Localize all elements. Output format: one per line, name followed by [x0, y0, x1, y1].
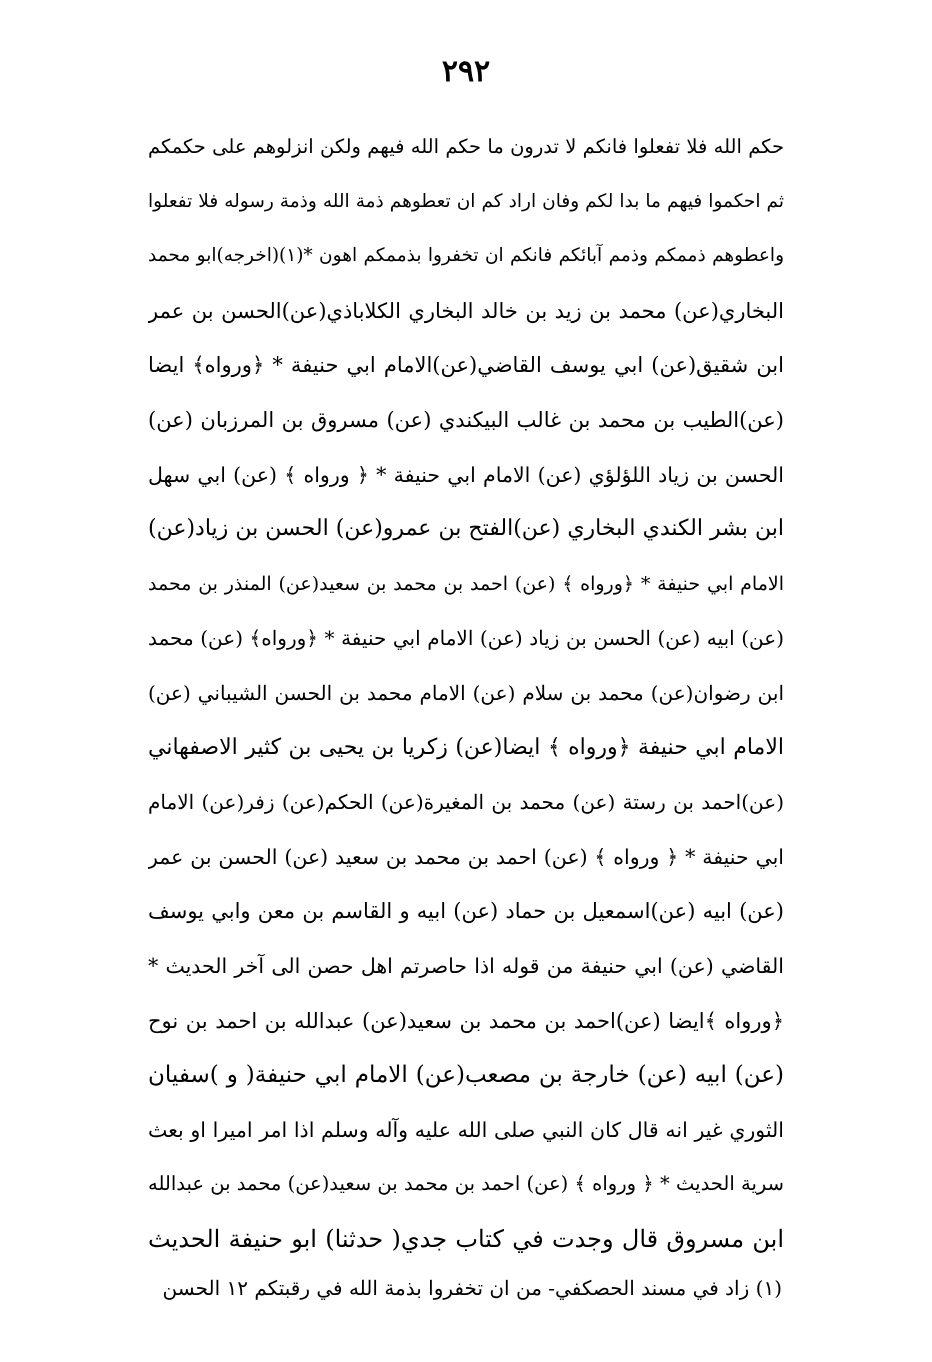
text-line-12: الامام ابي حنيفة ﴿ورواه ﴾ ايضا(عن) زكريا بن يحيى بن كثير الاصفهاني — [148, 734, 784, 760]
text-line-19: الثوري غير انه قال كان النبي صلى الله عليه وآله وسلم اذا امر اميرا او بعث — [148, 1117, 784, 1142]
text-line-11: ابن رضوان(عن) محمد بن سلام (عن) الامام محمد بن الحسن الشيباني (عن) — [148, 680, 784, 705]
text-line-18: (عن) ابيه (عن) خارجة بن مصعب(عن) الامام ابي حنيفة( و )سفيان — [148, 1062, 784, 1089]
text-line-7: الحسن بن زياد اللؤلؤي (عن) الامام ابي حنيفة * ﴿ ورواه ﴾ (عن) ابي سهل — [148, 462, 784, 487]
body-text — [148, 120, 784, 1266]
page-number: ٢٩٢ — [441, 54, 491, 89]
text-line-16: القاضي (عن) ابي حنيفة من قوله اذا حاصرتم اهل حصن الى آخر الحديث * — [148, 953, 784, 978]
text-line-1: حكم الله فلا تفعلوا فانكم لا تدرون ما حكم الله فيهم ولكن انزلوهم على حكمكم — [148, 135, 784, 158]
text-line-17: ﴿ورواه ﴾ايضا (عن)احمد بن محمد بن سعيد(عن) عبدالله بن احمد بن نوح — [148, 1008, 784, 1033]
text-line-3: واعطوهم ذممكم وذمم آبائكم فانكم ان تخفروا بذممكم اهون *(١)(اخرجه)ابو محمد — [148, 245, 784, 267]
text-line-14: ابي حنيفة * ﴿ ورواه ﴾ (عن) احمد بن محمد بن سعيد (عن) الحسن بن عمر — [148, 844, 784, 869]
text-line-15: (عن) ابيه (عن)اسمعيل بن حماد (عن) ابيه و القاسم بن معن وابي يوسف — [148, 899, 784, 924]
text-line-10: (عن) ابيه (عن) الحسن بن زياد (عن) الامام ابي حنيفة * ﴿ورواه﴾ (عن) محمد — [148, 626, 784, 651]
text-line-5: ابن شقيق(عن) ابي يوسف القاضي(عن)الامام ابي حنيفة * ﴿ورواه﴾ ايضا — [148, 353, 784, 378]
text-line-6: (عن)الطيب بن محمد بن غالب البيكندي (عن) مسروق بن المرزبان (عن) — [148, 407, 784, 432]
text-line-2: ثم احكموا فيهم ما بدا لكم وفان اراد كم ان تعطوهم ذمة الله وذمة رسوله فلا تفعلوا — [148, 190, 784, 212]
text-line-8: ابن بشر الكندي البخاري (عن)الفتح بن عمرو(عن) الحسن بن زياد(عن) — [148, 516, 784, 542]
text-line-13: (عن)احمد بن رستة (عن) محمد بن المغيرة(عن) الحكم(عن) زفر(عن) الامام — [148, 790, 784, 815]
text-line-20: سرية الحديث * ﴿ ورواه ﴾ (عن) احمد بن محمد بن سعيد(عن) محمد بن عبدالله — [148, 1172, 784, 1196]
text-line-21: ابن مسروق قال وجدت في كتاب جدي( حدثنا) ابو حنيفة الحديث — [148, 1224, 784, 1253]
footnote: (١) زاد في مسند الحصكفي- من ان تخفروا بذمة الله في رقبتكم ١٢ الحسن — [162, 1276, 782, 1300]
text-line-4: البخاري(عن) محمد بن زيد بن خالد البخاري الكلاباذي(عن)الحسن بن عمر — [148, 298, 784, 323]
text-line-9: الامام ابي حنيفة * ﴿ورواه ﴾ (عن) احمد بن محمد بن سعيد(عن) المنذر بن محمد — [148, 572, 784, 595]
